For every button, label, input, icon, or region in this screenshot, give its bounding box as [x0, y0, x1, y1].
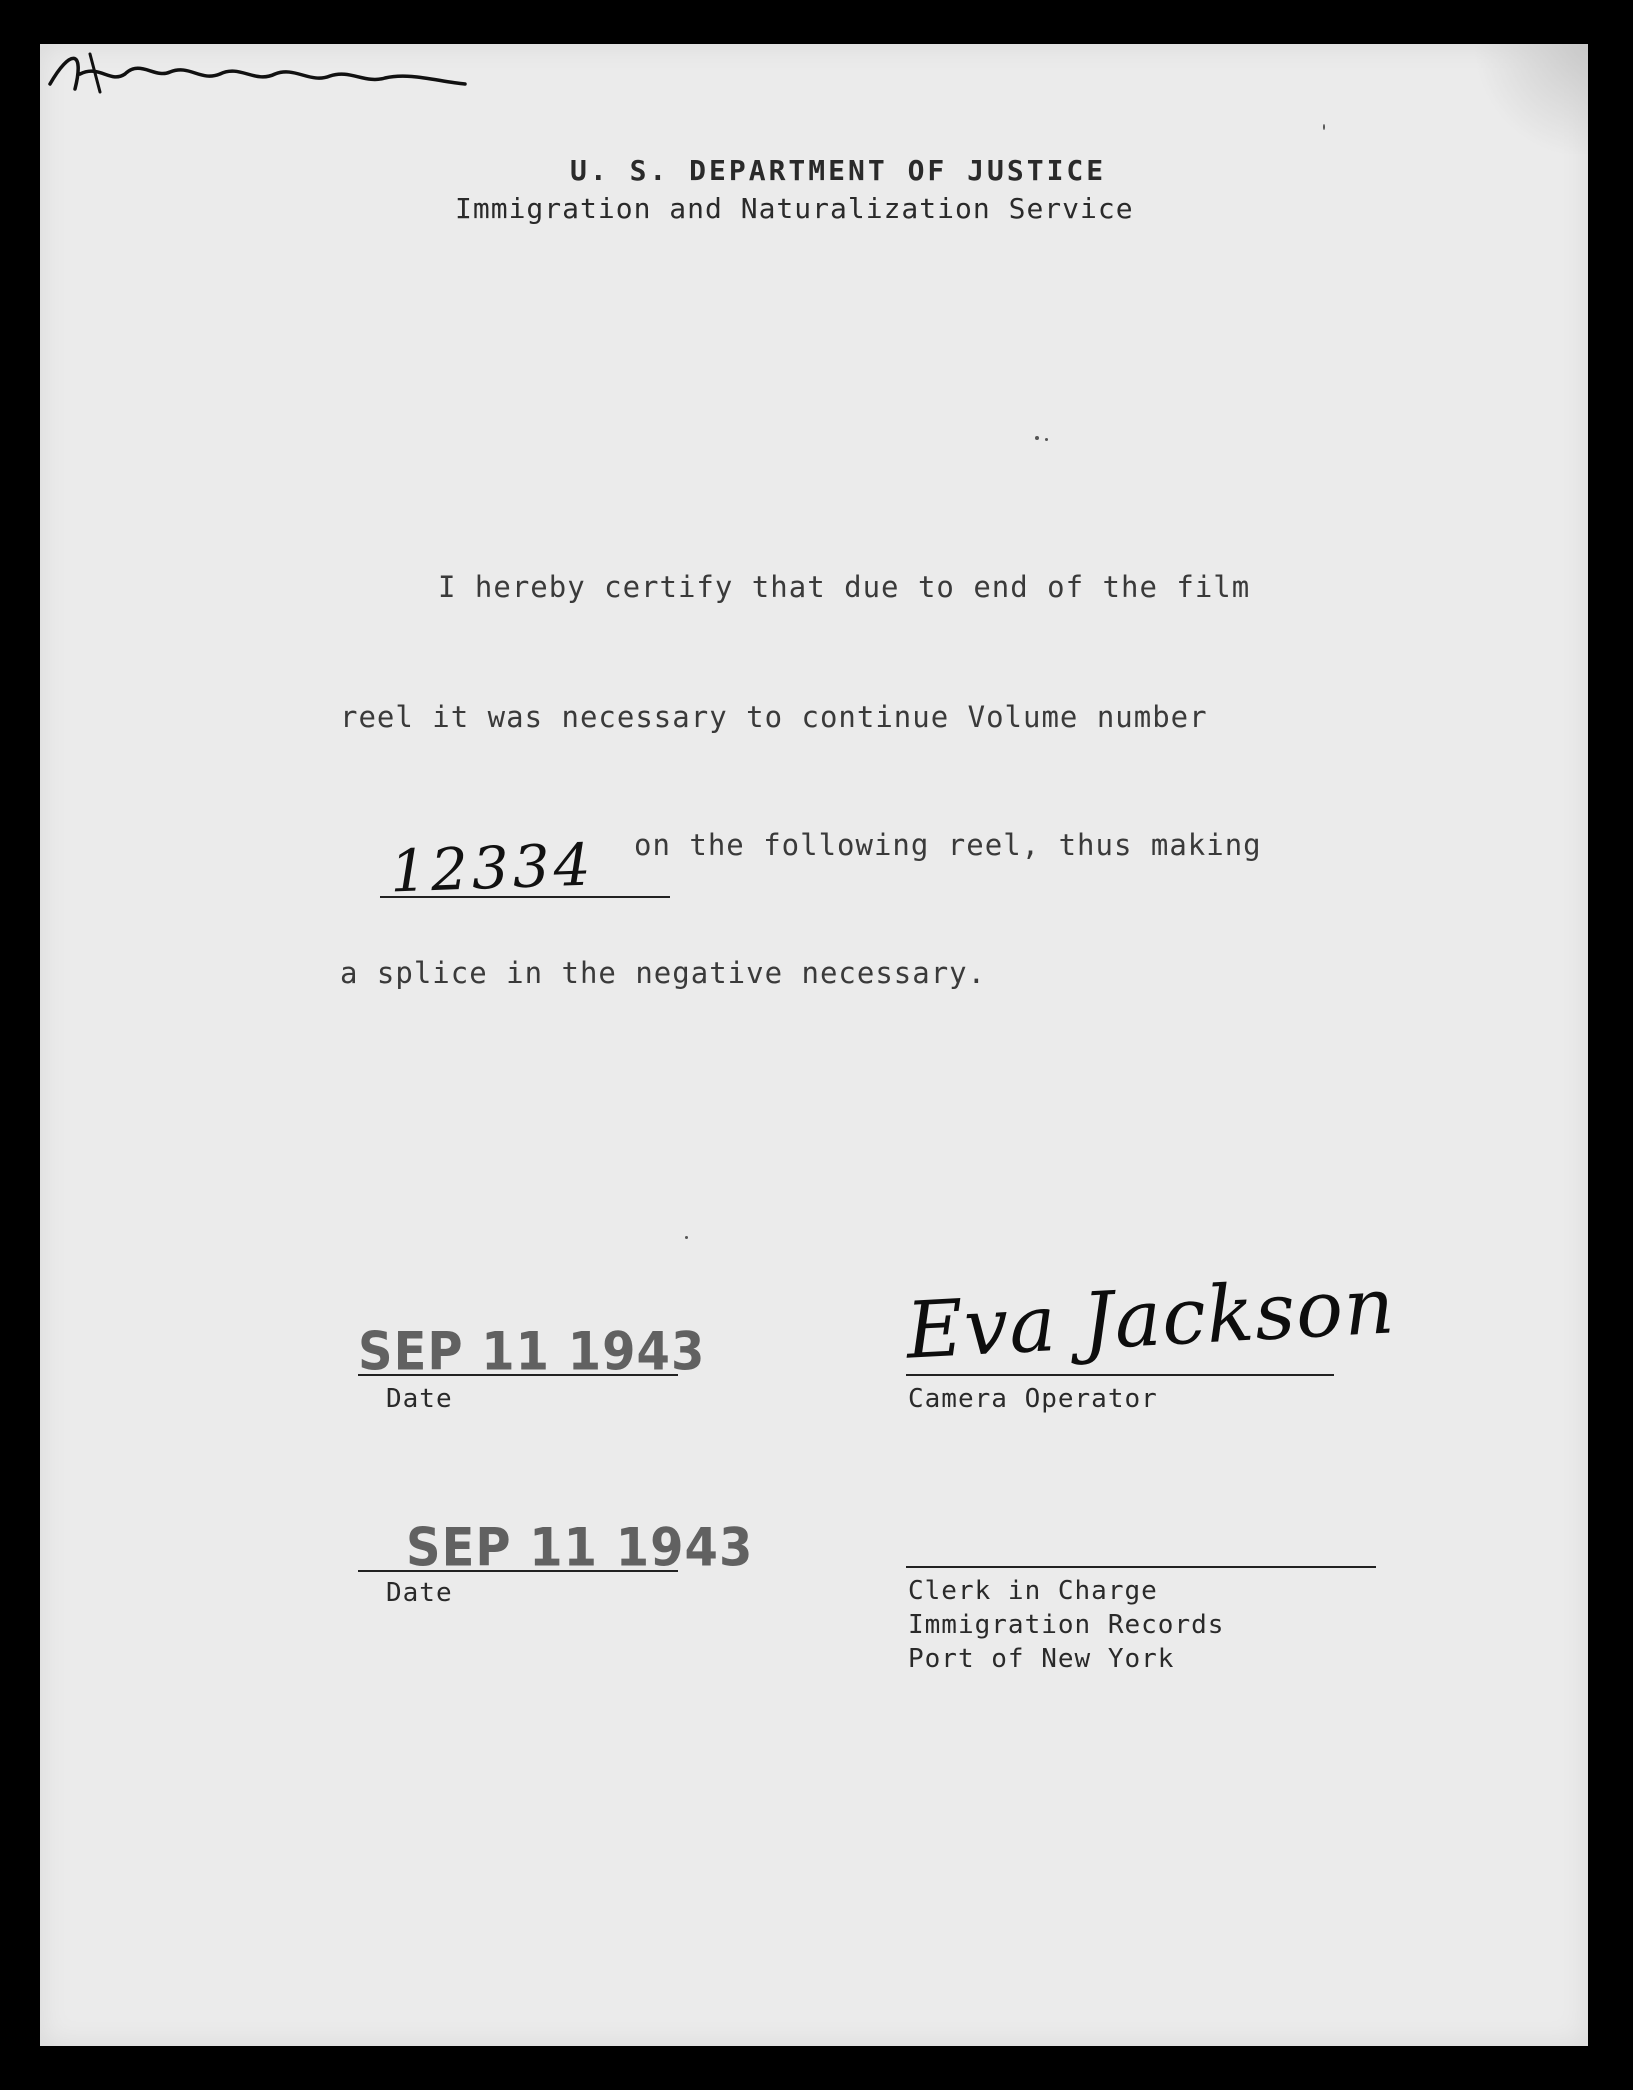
speck — [1045, 438, 1048, 441]
camera-operator-label: Camera Operator — [908, 1384, 1158, 1414]
certificate-line-3: on the following reel, thus making — [634, 828, 1262, 862]
clerk-label-title: Clerk in Charge — [908, 1576, 1158, 1606]
paper-sheet — [40, 44, 1588, 2046]
volume-number-handwritten: 12334 — [388, 830, 596, 906]
speck — [1035, 436, 1039, 440]
camera-operator-line — [906, 1374, 1334, 1376]
corner-shadow — [1468, 44, 1588, 154]
speck — [685, 1236, 688, 1239]
certificate-line-2: reel it was necessary to continue Volume number — [340, 700, 1208, 734]
department-heading: U. S. DEPARTMENT OF JUSTICE — [570, 154, 1107, 187]
camera-operator-signature: Eva Jackson — [903, 1261, 1398, 1377]
clerk-signature — [40, 44, 470, 104]
date-line-1 — [358, 1374, 678, 1376]
certificate-line-4: a splice in the negative necessary. — [340, 956, 987, 990]
date-stamp-1: SEP 11 1943 — [358, 1321, 706, 1383]
clerk-line — [906, 1566, 1376, 1568]
date-label-2: Date — [386, 1578, 453, 1608]
clerk-label-block — [908, 1574, 1224, 1676]
date-label-1: Date — [386, 1384, 453, 1414]
clerk-label-location: Port of New York — [908, 1644, 1175, 1674]
certificate-line-1: I hereby certify that due to end of the film — [438, 570, 1251, 604]
date-line-2 — [358, 1570, 678, 1572]
date-stamp-2: SEP 11 1943 — [406, 1517, 754, 1579]
clerk-label-department: Immigration Records — [908, 1610, 1225, 1640]
volume-number-underline — [380, 896, 670, 898]
speck — [1323, 124, 1325, 130]
service-subheading: Immigration and Naturalization Service — [455, 192, 1134, 225]
